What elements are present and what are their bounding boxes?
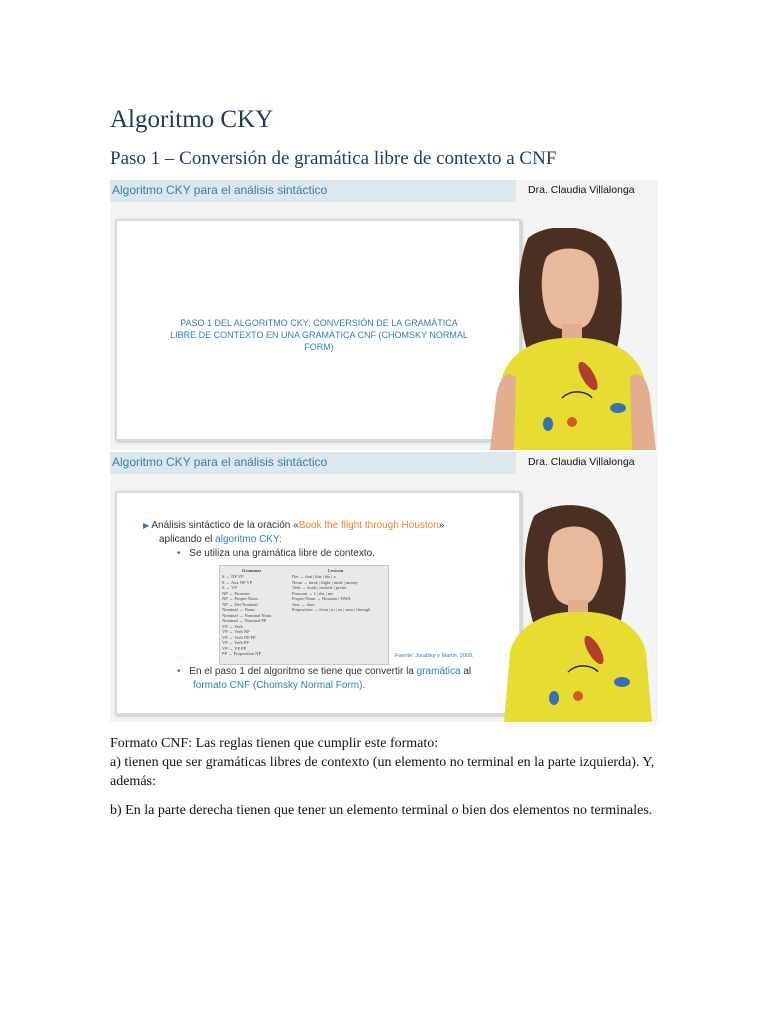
sub-bullet-2-period: .	[362, 680, 366, 691]
course-title: Algoritmo CKY para el análisis sintáctico	[112, 455, 328, 469]
bullet-1-text: Análisis sintáctico de la oración «	[151, 520, 299, 531]
grammar-rules: S → NP VP S → Aux NP VP S → VP NP → Pronoun NP → Proper-Noun NP → Det Nominal Nominal → Noun Nominal → Nominal Noun Nominal → Nominal PP VP → Verb VP → Verb NP VP → Verb NP PP VP → Verb PP VP → VP PP PP → Preposition NP	[222, 574, 272, 656]
grammar-header: Grammar	[242, 568, 262, 573]
cnf-rule-b: b) En la parte derecha tienen que tener un elemento terminal o bien dos elementos no terminales.	[110, 803, 653, 818]
grammar-table	[219, 565, 389, 665]
bullet-1-quote: Book the flight through Houston	[298, 520, 439, 531]
source-citation: Fuente: Jurafsky y Martin, 2009.	[395, 653, 474, 659]
bullet-1-close: »	[438, 520, 445, 531]
lexicon-rules: Det → that | this | the | a Noun → book | flight | meal | money Verb → book | include | prefer Pronoun → I | she | me Proper-Noun → Houston | NWA Aux → does Preposition → from | to | on | near | through	[292, 574, 371, 612]
lexicon-header: Lexicon	[328, 568, 344, 573]
cnf-intro-line: Formato CNF: Las reglas tienen que cumplir este formato:	[110, 736, 439, 751]
bullet-1	[143, 519, 493, 547]
sub-bullet-2	[177, 665, 507, 693]
video-frame-2	[110, 452, 658, 722]
slide-panel	[115, 219, 521, 441]
bullet-triangle-icon: ▶	[143, 521, 150, 530]
bullet-1-link: algoritmo CKY	[215, 534, 280, 545]
presenter-image	[488, 228, 658, 450]
course-title: Algoritmo CKY para el análisis sintáctico	[112, 183, 328, 197]
sub-bullet-1-text: Se utiliza una gramática libre de contexto.	[189, 548, 375, 559]
video-frame-1	[110, 180, 658, 450]
sub-bullet-2-text-2: al	[460, 666, 472, 677]
sub-bullet-1	[177, 547, 477, 561]
bullet-dot-icon: •	[177, 548, 181, 559]
author-name: Dra. Claudia Villalonga	[528, 184, 635, 196]
document-title: Algoritmo CKY	[110, 106, 274, 133]
document-subtitle: Paso 1 – Conversión de gramática libre de contexto a CNF	[110, 148, 557, 169]
bullet-1-text-2: aplicando el	[159, 534, 216, 545]
video-header-bar	[110, 452, 658, 474]
bullet-1-colon: :	[279, 534, 282, 545]
author-name: Dra. Claudia Villalonga	[528, 456, 635, 468]
sub-bullet-2-link-2: formato CNF (Chomsky Normal Form)	[193, 680, 363, 691]
sub-bullet-2-link-1: gramática	[416, 666, 461, 677]
slide-title-text: PASO 1 DEL ALGORITMO CKY: CONVERSIÓN DE LA GRAMÁTICA LIBRE DE CONTEXTO EN UNA GRAMÁTICA CNF (CHOMSKY NORMAL FORM)	[170, 318, 468, 352]
cnf-rule-a: a) tienen que ser gramáticas libres de contexto (un elemento no terminal en la parte izquierda). Y, además:	[110, 755, 655, 789]
presenter-image	[498, 504, 658, 722]
bullet-dot-icon: •	[177, 666, 181, 677]
author-box	[516, 180, 658, 202]
author-box	[516, 452, 658, 474]
sub-bullet-2-text: En el paso 1 del algoritmo se tiene que convertir la	[189, 666, 417, 677]
video-header-bar	[110, 180, 658, 202]
slide-panel	[115, 491, 521, 715]
